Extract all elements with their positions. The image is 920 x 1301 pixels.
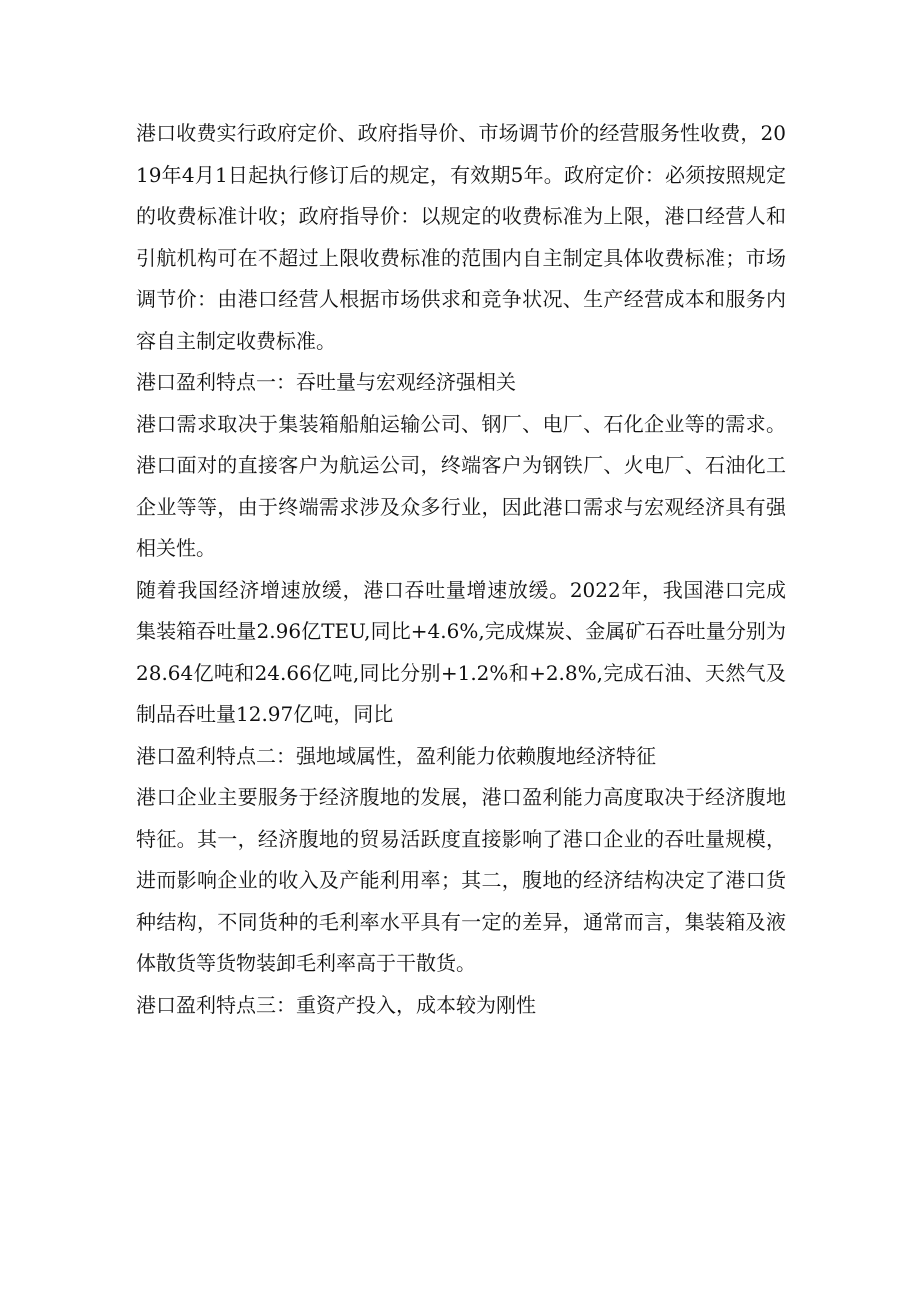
- paragraph-hinterland-economy: 港口企业主要服务于经济腹地的发展，港口盈利能力高度取决于经济腹地特征。其一，经济腹地的贸易活跃度直接影响了港口企业的吞吐量规模，进而影响企业的收入及产能利用率；其二，腹地的经济结构决定了港口货种结构，不同货种的毛利率水平具有一定的差异，通常而言，集装箱及液体散货等货物装卸毛利率高于干散货。: [136, 785, 786, 975]
- heading-feature-two: 港口盈利特点二：强地域属性，盈利能力依赖腹地经济特征: [136, 743, 656, 768]
- document-body: [136, 113, 786, 1026]
- paragraph-throughput-2022: 随着我国经济增速放缓，港口吞吐量增速放缓。2022年，我国港口完成集装箱吞吐量2.96亿TEU,同比+4.6%,完成煤炭、金属矿石吞吐量分别为28.64亿吨和24.66亿吨,同比分别+1.2%和+2.8%,完成石油、天然气及制品吞吐量12.97亿吨，同比: [136, 577, 786, 726]
- paragraph-port-demand: 港口需求取决于集装箱船舶运输公司、钢厂、电厂、石化企业等的需求。港口面对的直接客户为航运公司，终端客户为钢铁厂、火电厂、石油化工企业等等，由于终端需求涉及众多行业，因此港口需求与宏观经济具有强相关性。: [136, 411, 786, 560]
- heading-feature-three: 港口盈利特点三：重资产投入，成本较为刚性: [136, 992, 536, 1017]
- heading-feature-one: 港口盈利特点一：吞吐量与宏观经济强相关: [136, 370, 516, 394]
- paragraph-port-fees: 港口收费实行政府定价、政府指导价、市场调节价的经营服务性收费，2019年4月1日起执行修订后的规定，有效期5年。政府定价：必须按照规定的收费标准计收；政府指导价：以规定的收费标准为上限，港口经营人和引航机构可在不超过上限收费标准的范围内自主制定具体收费标准；市场调节价：由港口经营人根据市场供求和竞争状况、生产经营成本和服务内容自主制定收费标准。: [136, 121, 786, 353]
